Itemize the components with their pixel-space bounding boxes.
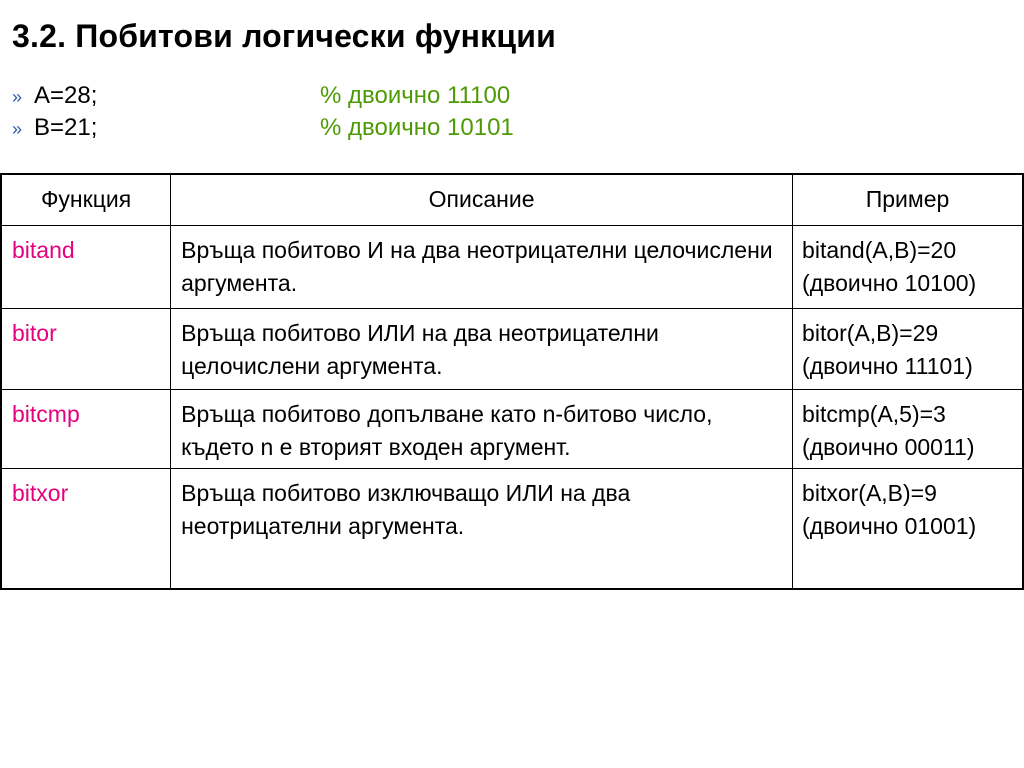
table-row	[1, 390, 1023, 469]
function-description: Връща побитово допълване като n-битово число, където n е вторият входен аргумент.	[171, 390, 793, 469]
binary-comment: % двоично 11100	[320, 82, 511, 109]
example-binary: (двоично 01001)	[802, 513, 977, 539]
column-header-description: Описание	[171, 174, 793, 226]
column-header-function: Функция	[1, 174, 171, 226]
page-title: 3.2. Побитови логически функции	[12, 18, 556, 54]
variable-assignment: A=28;	[34, 82, 98, 109]
variable-assignment: B=21;	[34, 114, 98, 141]
example-call: bitxor(A,B)=9	[802, 480, 937, 506]
example-call: bitand(A,B)=20	[802, 237, 957, 263]
function-description: Връща побитово ИЛИ на два неотрицателни целочислени аргумента.	[171, 309, 793, 390]
example-call: bitcmp(A,5)=3	[802, 401, 946, 427]
function-description: Връща побитово И на два неотрицателни целочислени аргумента.	[171, 226, 793, 309]
functions-table	[0, 173, 1024, 590]
function-name: bitxor	[1, 469, 171, 590]
function-example	[793, 469, 1023, 590]
function-name: bitcmp	[1, 390, 171, 469]
example-binary: (двоично 11101)	[802, 353, 973, 379]
variable-list	[12, 82, 1012, 146]
table-row	[1, 309, 1023, 390]
example-binary: (двоично 00011)	[802, 434, 975, 460]
table-row	[1, 226, 1023, 309]
bullet-marker: »	[12, 87, 23, 107]
table-header-row	[1, 174, 1023, 226]
list-item	[12, 82, 1012, 114]
bullet-marker: »	[12, 119, 23, 139]
function-name: bitand	[1, 226, 171, 309]
function-example	[793, 309, 1023, 390]
example-binary: (двоично 10100)	[802, 270, 977, 296]
function-example	[793, 226, 1023, 309]
function-example	[793, 390, 1023, 469]
table-row	[1, 469, 1023, 590]
example-call: bitor(A,B)=29	[802, 320, 939, 346]
list-item	[12, 114, 1012, 146]
binary-comment: % двоично 10101	[320, 114, 514, 141]
function-description: Връща побитово изключващо ИЛИ на два неотрицателни аргумента.	[171, 469, 793, 590]
column-header-example: Пример	[793, 174, 1023, 226]
function-name: bitor	[1, 309, 171, 390]
